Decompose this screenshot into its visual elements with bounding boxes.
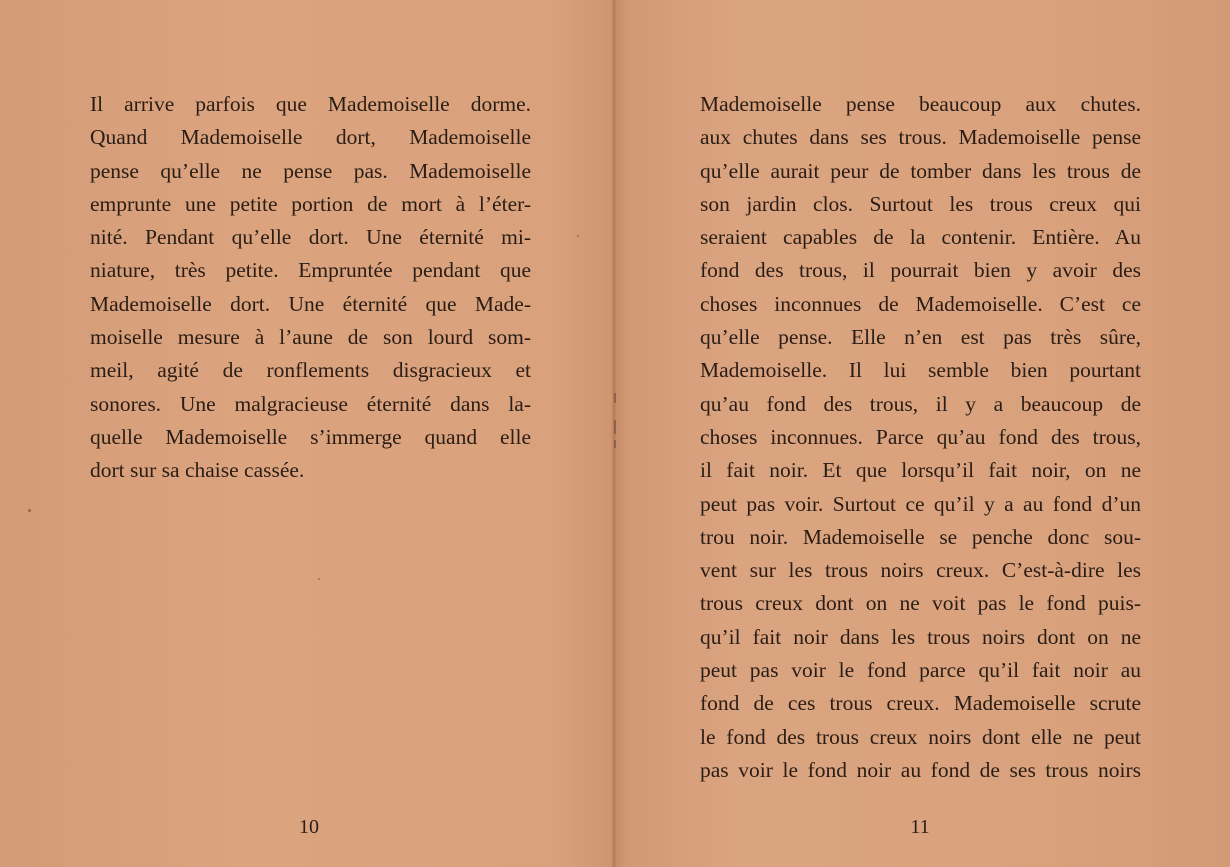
page-number: 11 <box>910 816 930 838</box>
left-page-text <box>90 88 531 488</box>
text-line: quelle Mademoiselle s’immerge quand elle <box>90 424 531 449</box>
text-line: qu’elle pense. Elle n’en est pas très sûre, <box>700 325 1141 350</box>
text-line: trous creux dont on ne voit pas le fond puis- <box>700 591 1141 616</box>
text-line: nité. Pendant qu’elle dort. Une éternité mi- <box>90 225 531 250</box>
text-line: le fond des trous creux noirs dont elle ne peut <box>700 724 1141 749</box>
text-line: qu’il fait noir dans les trous noirs dont on ne <box>700 624 1141 649</box>
text-line: qu’elle aurait peur de tomber dans les trous de <box>700 158 1141 183</box>
text-line: peut pas voir le fond parce qu’il fait noir au <box>700 658 1141 683</box>
text-line: moiselle mesure à l’aune de son lourd som- <box>90 325 531 350</box>
text-line: Mademoiselle dort. Une éternité que Made- <box>90 291 531 316</box>
text-line: choses inconnues. Parce qu’au fond des trous, <box>700 424 1141 449</box>
text-line: trou noir. Mademoiselle se penche donc sou- <box>700 524 1141 549</box>
text-line: peut pas voir. Surtout ce qu’il y a au fond d’un <box>700 491 1141 516</box>
text-line: pas voir le fond noir au fond de ses trous noirs <box>700 757 1141 782</box>
text-line: pense qu’elle ne pense pas. Mademoiselle <box>90 158 531 183</box>
right-page-text <box>700 88 1141 787</box>
text-line: fond des trous, il pourrait bien y avoir des <box>700 258 1141 283</box>
text-line: seraient capables de la contenir. Entière. Au <box>700 225 1141 250</box>
text-line: vent sur les trous noirs creux. C’est-à-dire les <box>700 558 1141 583</box>
text-line: Il arrive parfois que Mademoiselle dorme. <box>90 92 531 116</box>
text-line: emprunte une petite portion de mort à l’éter- <box>90 191 531 216</box>
text-line: choses inconnues de Mademoiselle. C’est ce <box>700 291 1141 316</box>
text-line: Mademoiselle pense beaucoup aux chutes. <box>700 92 1141 116</box>
text-line: qu’au fond des trous, il y a beaucoup de <box>700 391 1141 416</box>
left-page <box>0 0 614 867</box>
text-line: sonores. Une malgracieuse éternité dans la- <box>90 391 531 416</box>
text-line: Mademoiselle. Il lui semble bien pourtant <box>700 358 1141 383</box>
text-line: dort sur sa chaise cassée. <box>90 458 305 483</box>
text-line: Quand Mademoiselle dort, Mademoiselle <box>90 125 531 150</box>
text-line: son jardin clos. Surtout les trous creux qui <box>700 191 1141 216</box>
text-line: fond de ces trous creux. Mademoiselle scrute <box>700 691 1141 716</box>
page-number: 10 <box>299 816 319 838</box>
text-line: il fait noir. Et que lorsqu’il fait noir, on ne <box>700 458 1141 483</box>
right-page <box>616 0 1230 867</box>
text-line: meil, agité de ronflements disgracieux et <box>90 358 531 383</box>
text-line: niature, très petite. Empruntée pendant que <box>90 258 531 283</box>
text-line: aux chutes dans ses trous. Mademoiselle pense <box>700 125 1141 150</box>
